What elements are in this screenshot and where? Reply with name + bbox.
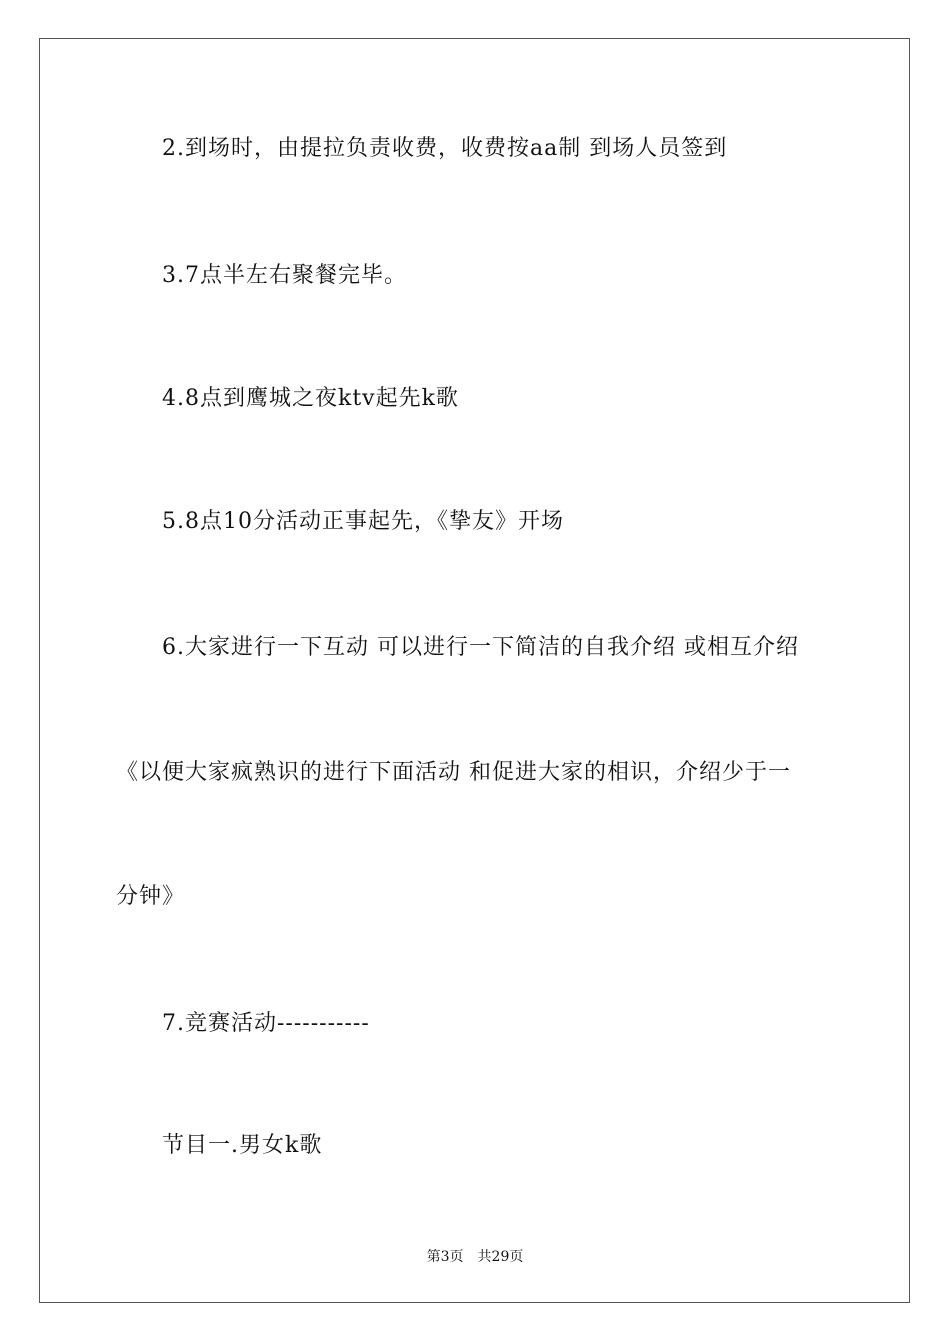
paragraph-line-3: 4.8点到鹰城之夜ktv起先k歌 xyxy=(162,386,459,411)
total-page-count: 共29页 xyxy=(477,1249,524,1265)
paragraph-line-4: 5.8点10分活动正事起先，《挚友》开场 xyxy=(162,509,564,534)
page-footer xyxy=(0,1248,950,1266)
paragraph-line-9: 节目一.男女k歌 xyxy=(162,1133,323,1158)
paragraph-line-6: 《以便大家疯熟识的进行下面活动 和促进大家的相识，介绍少于一 xyxy=(116,760,791,785)
paragraph-line-2: 3.7点半左右聚餐完毕。 xyxy=(162,263,407,288)
page-frame xyxy=(39,38,910,1303)
paragraph-line-5: 6.大家进行一下互动 可以进行一下简洁的自我介绍 或相互介绍 xyxy=(162,635,799,660)
paragraph-line-8: 7.竞赛活动----------- xyxy=(162,1011,370,1036)
paragraph-line-1: 2.到场时，由提拉负责收费，收费按aa制 到场人员签到 xyxy=(162,136,728,161)
current-page-number: 第3页 xyxy=(426,1249,464,1265)
paragraph-line-7: 分钟》 xyxy=(116,884,186,909)
